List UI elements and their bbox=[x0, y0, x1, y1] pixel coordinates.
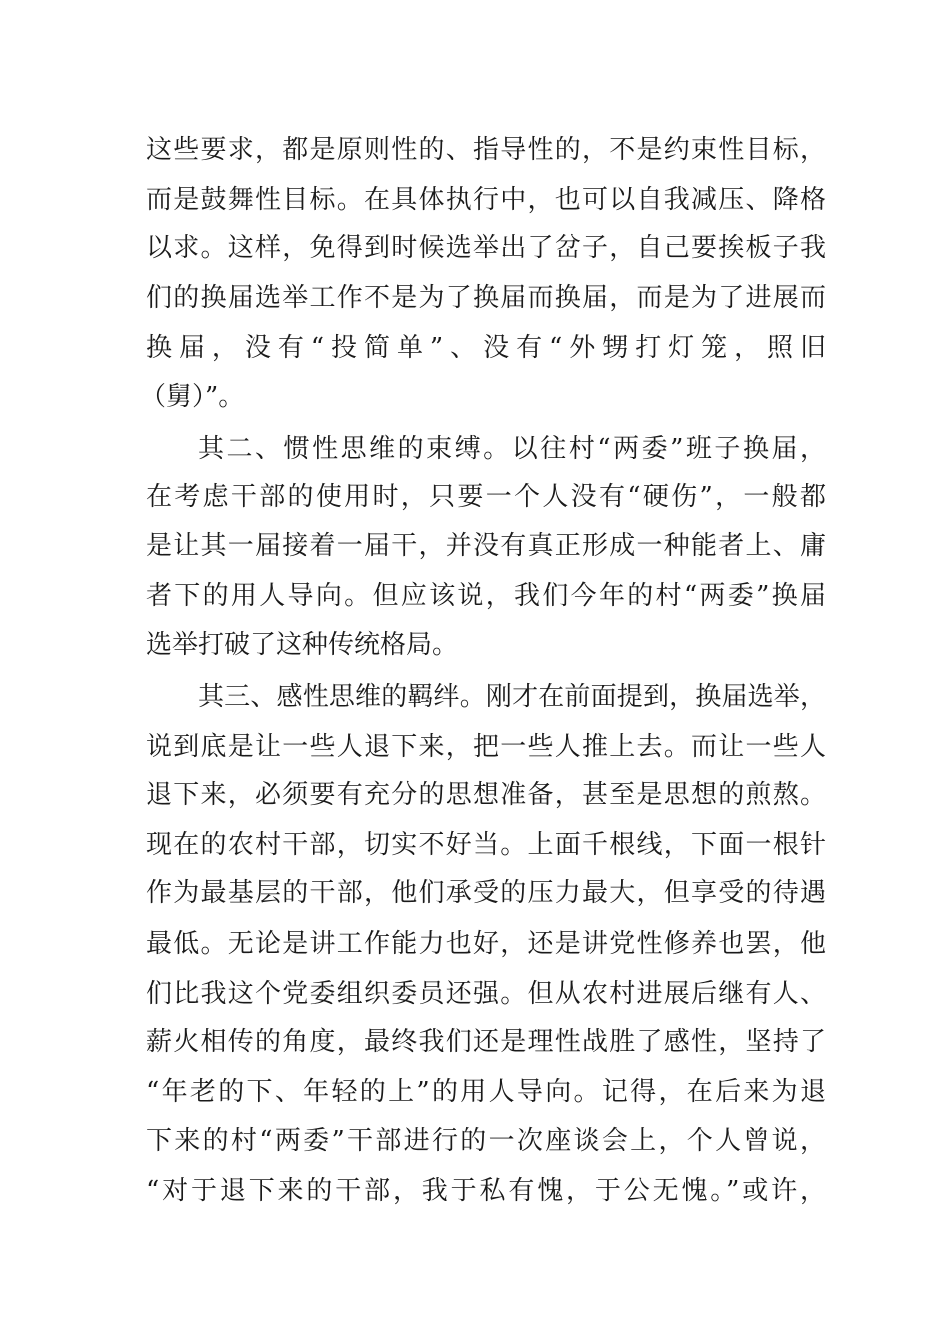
text-line: 是让其一届接着一届干，并没有真正形成一种能者上、庸 bbox=[146, 531, 826, 561]
text-line: 这些要求，都是原则性的、指导性的，不是约束性目标， bbox=[146, 135, 826, 165]
text-line: 薪火相传的角度，最终我们还是理性战胜了感性，坚持了 bbox=[146, 1027, 826, 1057]
text-line: 们比我这个党委组织委员还强。但从农村进展后继有人、 bbox=[146, 979, 826, 1009]
text-line: 在考虑干部的使用时，只要一个人没有“硬伤”，一般都 bbox=[146, 482, 826, 512]
paragraph-first-line: 其三、感性思维的羁绊。刚才在前面提到，换届选举， bbox=[198, 682, 826, 712]
text-line: 最低。无论是讲工作能力也好，还是讲党性修养也罢，他 bbox=[146, 929, 826, 959]
text-line: 以求。这样，免得到时候选举出了岔子，自己要挨板子我 bbox=[146, 233, 826, 263]
text-line: 下来的村“两委”干部进行的一次座谈会上，个人曾说， bbox=[146, 1126, 826, 1156]
text-line: （舅）”。 bbox=[140, 382, 245, 412]
text-line: 作为最基层的干部，他们承受的压力最大，但享受的待遇 bbox=[146, 878, 826, 908]
text-line: 选举打破了这种传统格局。 bbox=[146, 630, 459, 660]
text-line: 者下的用人导向。但应该说，我们今年的村“两委”换届 bbox=[146, 581, 826, 611]
text-line: “年老的下、年轻的上”的用人导向。记得，在后来为退 bbox=[146, 1077, 826, 1107]
text-line: 们的换届选举工作不是为了换届而换届，而是为了进展而 bbox=[146, 283, 826, 313]
paragraph-first-line: 其二、惯性思维的束缚。以往村“两委”班子换届， bbox=[198, 434, 826, 464]
text-line: 换届，没有“投简单”、没有“外甥打灯笼，照旧 bbox=[146, 333, 826, 363]
text-line: 退下来，必须要有充分的思想准备，甚至是思想的煎熬。 bbox=[146, 780, 826, 810]
text-line: 而是鼓舞性目标。在具体执行中，也可以自我减压、降格 bbox=[146, 185, 826, 215]
text-line: “对于退下来的干部，我于私有愧，于公无愧。”或许， bbox=[146, 1176, 826, 1206]
text-line: 现在的农村干部，切实不好当。上面千根线，下面一根针 bbox=[146, 830, 826, 860]
text-line: 说到底是让一些人退下来，把一些人推上去。而让一些人 bbox=[146, 732, 826, 762]
